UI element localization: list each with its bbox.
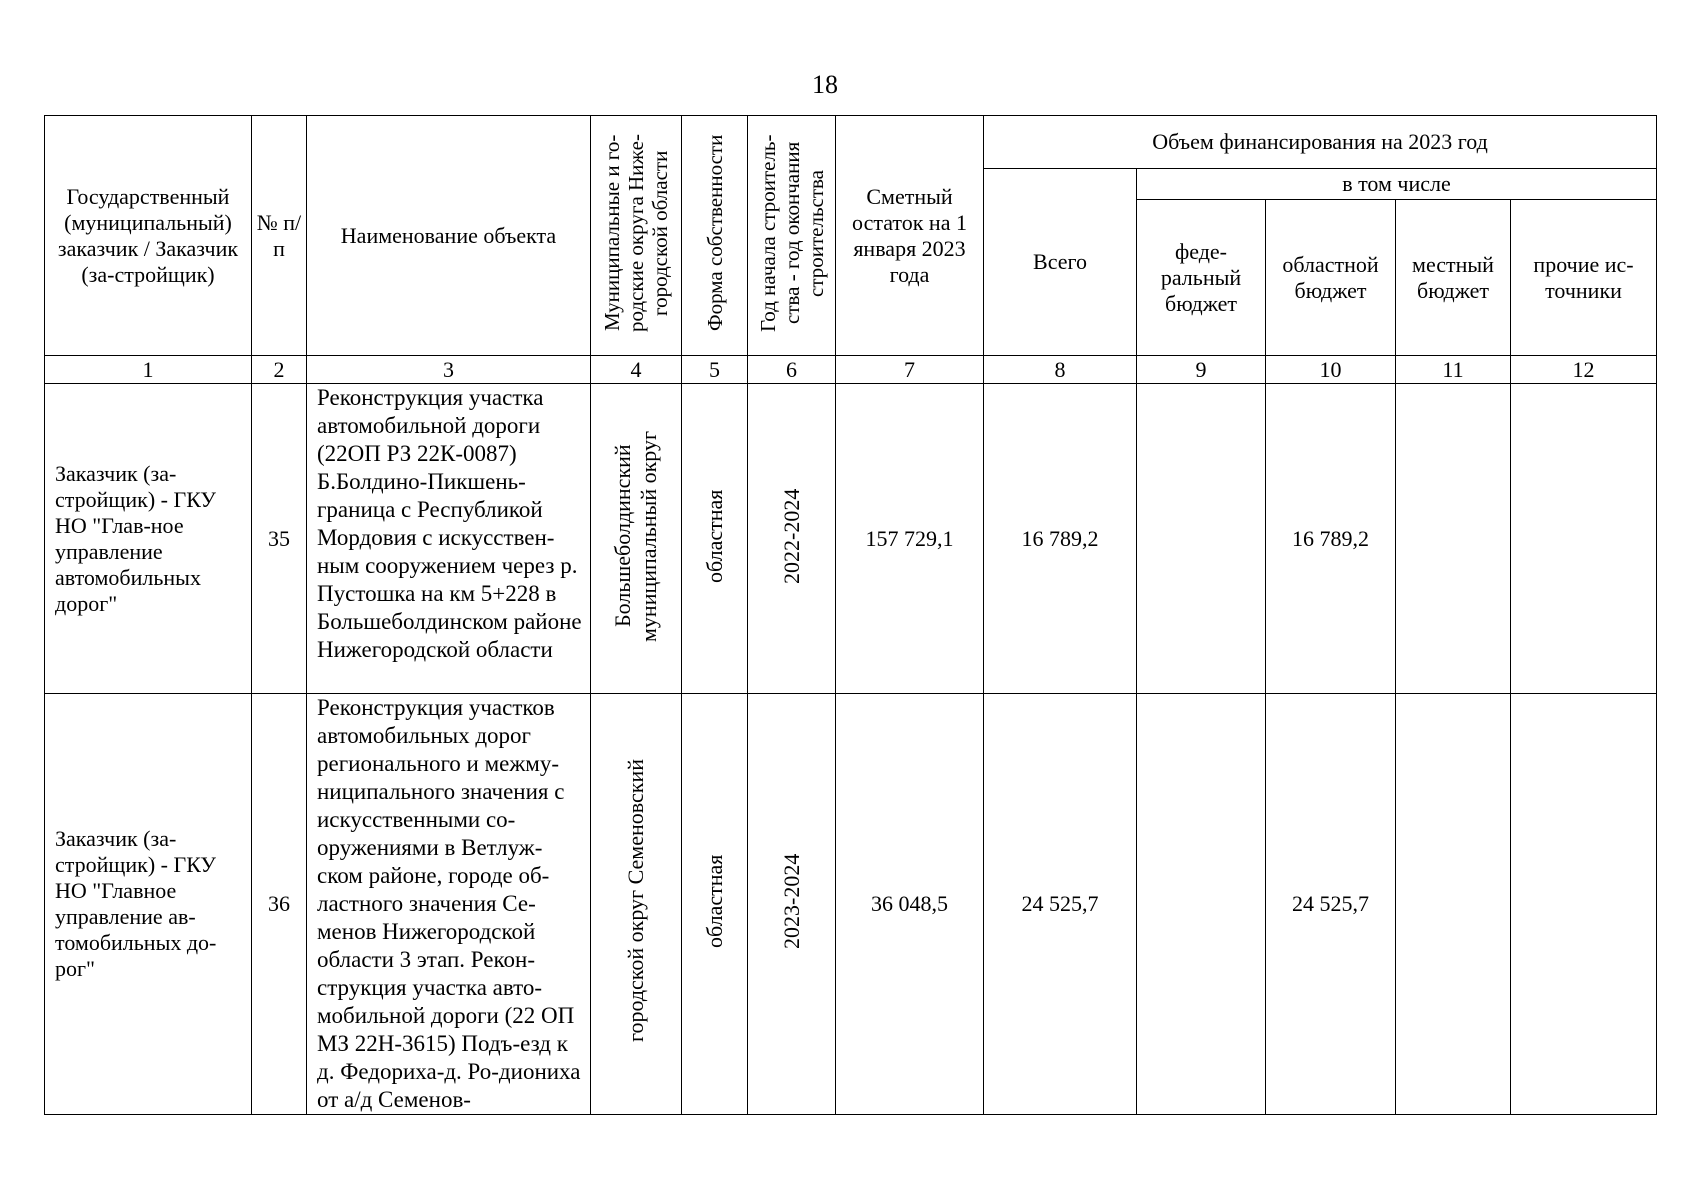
federal-cell bbox=[1137, 384, 1266, 694]
header-total: Всего bbox=[984, 169, 1137, 356]
row-number: 35 bbox=[252, 384, 307, 694]
header-customer: Государственный (муниципальный) заказчик / Заказчик (за-стройщик) bbox=[45, 116, 252, 356]
regional-cell: 16 789,2 bbox=[1266, 384, 1396, 694]
ownership-cell: областная bbox=[682, 694, 748, 1115]
header-funding: Объем финансирования на 2023 год bbox=[984, 116, 1657, 169]
col-number: 5 bbox=[682, 356, 748, 384]
col-number: 4 bbox=[591, 356, 682, 384]
table-row bbox=[45, 694, 1657, 1115]
header-regional: областной бюджет bbox=[1266, 200, 1396, 356]
total-cell: 16 789,2 bbox=[984, 384, 1137, 694]
customer-cell: Заказчик (за-стройщик) - ГКУ НО "Глав-ное управление автомобильных дорог" bbox=[45, 384, 252, 694]
district-cell: Большеболдинский муниципальный округ bbox=[591, 384, 682, 694]
col-number: 10 bbox=[1266, 356, 1396, 384]
header-other: прочие ис-точники bbox=[1511, 200, 1657, 356]
years-cell: 2023-2024 bbox=[748, 694, 836, 1115]
col-number: 7 bbox=[836, 356, 984, 384]
col-number: 2 bbox=[252, 356, 307, 384]
other-cell bbox=[1511, 694, 1657, 1115]
header-local: местный бюджет bbox=[1396, 200, 1511, 356]
ownership-cell: областная bbox=[682, 384, 748, 694]
header-number: № п/п bbox=[252, 116, 307, 356]
header-estimated-balance: Сметный остаток на 1 января 2023 года bbox=[836, 116, 984, 356]
table-row bbox=[45, 384, 1657, 694]
district-cell: городской округ Семеновский bbox=[591, 694, 682, 1115]
header-ownership: Форма собственности bbox=[682, 116, 748, 356]
column-number-row bbox=[45, 356, 1657, 384]
col-number: 6 bbox=[748, 356, 836, 384]
local-cell bbox=[1396, 384, 1511, 694]
regional-cell: 24 525,7 bbox=[1266, 694, 1396, 1115]
years-cell: 2022-2024 bbox=[748, 384, 836, 694]
header-including: в том числе bbox=[1137, 169, 1657, 200]
federal-cell bbox=[1137, 694, 1266, 1115]
total-cell: 24 525,7 bbox=[984, 694, 1137, 1115]
col-number: 12 bbox=[1511, 356, 1657, 384]
row-number: 36 bbox=[252, 694, 307, 1115]
col-number: 3 bbox=[307, 356, 591, 384]
col-number: 9 bbox=[1137, 356, 1266, 384]
balance-cell: 36 048,5 bbox=[836, 694, 984, 1115]
col-number: 8 bbox=[984, 356, 1137, 384]
balance-cell: 157 729,1 bbox=[836, 384, 984, 694]
header-federal: феде-ральный бюджет bbox=[1137, 200, 1266, 356]
local-cell bbox=[1396, 694, 1511, 1115]
col-number: 11 bbox=[1396, 356, 1511, 384]
header-district: Муниципальные и го-родские округа Ниже-городской области bbox=[591, 116, 682, 356]
col-number: 1 bbox=[45, 356, 252, 384]
header-years: Год начала строитель-ства - год окончания строительства bbox=[748, 116, 836, 356]
other-cell bbox=[1511, 384, 1657, 694]
financing-table bbox=[44, 115, 1657, 1115]
customer-cell: Заказчик (за-стройщик) - ГКУ НО "Главное управление ав-томобильных до-рог" bbox=[45, 694, 252, 1115]
object-name: Реконструкция участков автомобильных дорог регионального и межму-ниципального значения с искусственными со-оружениями в Ветлуж-ском районе, городе об-ластного значения Се-менов Нижегородской области 3 этап. Рекон-струкция участка авто-мобильной дороги (22 ОП МЗ 22Н-3615) Подъ-езд к д. Федориха-д. Ро-диониха от а/д Семенов- bbox=[307, 694, 591, 1115]
object-name: Реконструкция участка автомобильной дороги (22ОП РЗ 22К-0087) Б.Болдино-Пикшень-граница с Республикой Мордовия с искусствен-ным сооружением через р. Пустошка на км 5+228 в Большеболдинском районе Нижегородской области bbox=[307, 384, 591, 694]
page-number: 18 bbox=[812, 70, 838, 99]
header-object-name: Наименование объекта bbox=[307, 116, 591, 356]
